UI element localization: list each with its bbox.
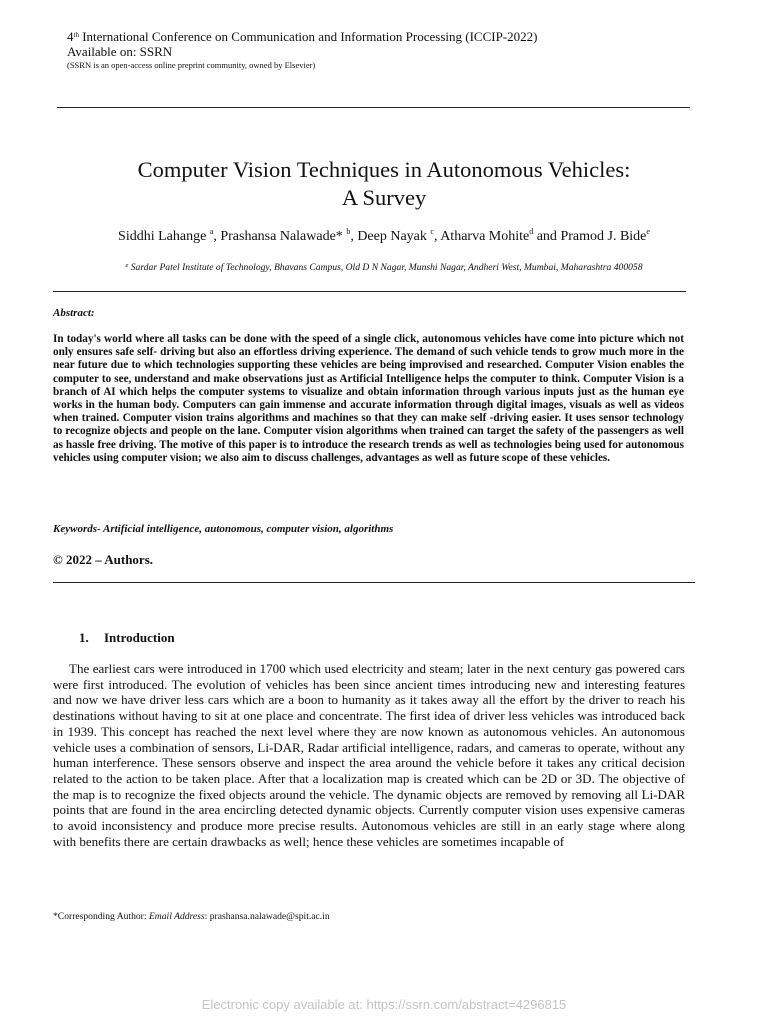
author-name: Prashansa Nalawade* xyxy=(220,229,343,244)
header-rule xyxy=(57,107,690,108)
conference-name: International Conference on Communication and Information Processing (ICCIP-2022) xyxy=(82,29,538,44)
section-title: Introduction xyxy=(104,630,175,645)
author-affil-mark: d xyxy=(529,227,534,236)
affiliation xyxy=(0,262,768,274)
affiliation-text: Sardar Patel Institute of Technology, Bhavans Campus, Old D N Nagar, Munshi Nagar, Andheri West, Mumbai, Maharashtra 400058 xyxy=(130,262,643,273)
abstract-label: Abstract: xyxy=(53,307,95,319)
conference-header xyxy=(67,29,537,71)
author-affil-mark: a xyxy=(209,227,214,236)
author-and: and xyxy=(533,229,561,244)
ordinal-suffix: th xyxy=(73,31,79,39)
title-line-2: A Survey xyxy=(341,185,427,210)
author-sep: , xyxy=(350,229,358,244)
conference-line: 4th International Conference on Communication and Information Processing (ICCIP-2022) xyxy=(67,29,538,44)
footnote xyxy=(53,911,330,922)
author-sep: , xyxy=(213,229,221,244)
author-list xyxy=(0,228,768,246)
author-affil-mark: b xyxy=(346,227,351,236)
copyright: © 2022 – Authors. xyxy=(53,552,154,567)
keywords: Keywords- Artificial intelligence, autonomous, computer vision, algorithms xyxy=(53,523,394,535)
author-affil-mark: c xyxy=(430,227,434,236)
author-name: Pramod J. Bide xyxy=(560,229,647,244)
ssrn-note: (SSRN is an open-access online preprint community, owned by Elsevier) xyxy=(67,60,316,70)
section-heading xyxy=(79,630,175,646)
abstract-top-rule xyxy=(53,291,686,292)
footnote-email: prashansa.nalawade@spit.ac.in xyxy=(209,911,330,922)
footnote-prefix: *Corresponding Author: xyxy=(53,911,149,922)
author-name: Siddhi Lahange xyxy=(118,229,207,244)
ssrn-footer: Electronic copy available at: https://ssrn.com/abstract=4296815 xyxy=(201,997,567,1012)
paper-title xyxy=(0,156,768,212)
affiliation-mark: e xyxy=(125,262,129,269)
footnote-sep: : xyxy=(204,911,210,922)
abstract-bottom-rule xyxy=(53,582,695,583)
title-line-1: Computer Vision Techniques in Autonomous Vehicles: xyxy=(137,157,631,182)
availability-line: Available on: SSRN xyxy=(67,44,173,59)
section-body: The earliest cars were introduced in 1700 which used electricity and steam; later in the next century gas powered cars were first introduced. The evolution of vehicles has been since ancient times introducing new and interesting features and now we have driver less cars which are a boon to humanity as it takes away all the effort by the driver to reach his destinations without having to sit at one place and concentrate. The first idea of driver less vehicles was introduced back in 1939. This concept has reached the next level where they are now known as autonomous vehicles. An autonomous vehicle uses a combination of sensors, Li-DAR, Radar artificial intelligence, radars, and cameras to operate, without any human interference. These sensors observe and inspect the area around the vehicle before it takes any critical decision related to the action to be taken place. After that a localization map is created which can be 2D or 3D. The objective of the map is to recognize the fixed objects around the vehicle. The dynamic objects are removed by removing all Li-DAR points that are found in the area encircling detected dynamic objects. Currently computer vision uses expensive cameras to avoid inconsistency and produce more precise results. Autonomous vehicles are still in an early stage where along with benefits there are certain drawbacks as well; hence these vehicles are sometimes incapable of xyxy=(53,661,685,849)
author-affil-mark: e xyxy=(646,227,650,236)
author-sep: , xyxy=(433,229,441,244)
section-number: 1. xyxy=(79,630,89,645)
footnote-label: Email Address xyxy=(148,911,205,922)
author-name: Atharva Mohite xyxy=(440,229,530,244)
author-name: Deep Nayak xyxy=(357,229,427,244)
abstract-text: In today's world where all tasks can be done with the speed of a single click, autonomous vehicles have come into picture which not only ensures safe self- driving but also an effortless driving experience. The demand of such vehicle tends to grow much more in the near future due to which technologies supporting these vehicles are being improvised and researched. Computer Vision enables the computer to see, understand and make observations just as Artificial Intelligence helps the computer to think. Computer Vision is a branch of AI which helps the computer systems to visualize and obtain information through various inputs just as the human eye works in the human body. Computers can gain immense and accurate information through digital images, visuals as well as videos when trained. Computer vision trains algorithms and machines so that they can make self -driving easier. It uses sensor technology to recognize objects and people on the lane. Computer vision algorithms when trained can target the safety of the passengers as well as hassle free driving. The motive of this paper is to introduce the research trends as well as technologies being used for autonomous vehicles using computer vision; we also aim to discuss challenges, advantages as well as future scope of these vehicles. xyxy=(53,333,684,464)
